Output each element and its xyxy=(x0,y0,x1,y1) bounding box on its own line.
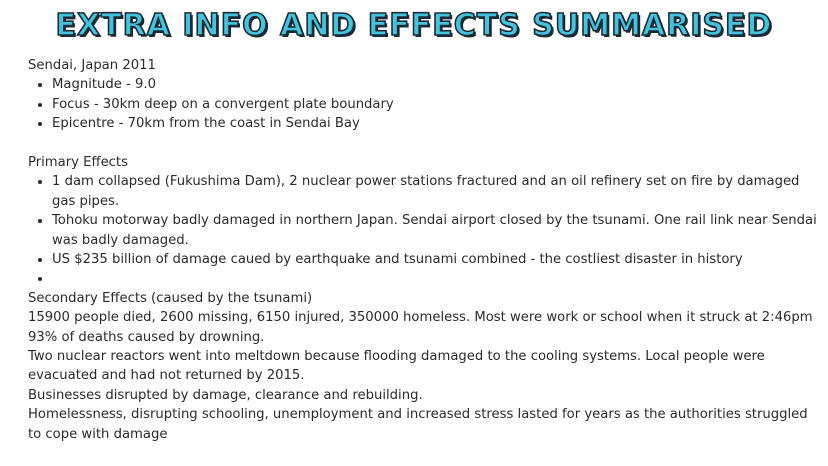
primary-effects-list xyxy=(28,172,818,288)
primary-effects-heading: Primary Effects xyxy=(28,155,128,171)
page-title: EXTRA INFO AND EFFECTS SUMMARISED xyxy=(55,8,773,43)
list-item: • Epicentre - 70km from the coast in Sendai Bay xyxy=(52,114,818,133)
empty-list-item xyxy=(52,269,818,288)
sendai-heading: Sendai, Japan 2011 xyxy=(28,58,156,73)
secondary-effect-line: Homelessness, disrupting schooling, unemployment and increased stress lasted for years as the authorities struggled to cope with damage xyxy=(28,407,808,442)
secondary-effect-line: 93% of deaths caused by drowning. xyxy=(28,329,265,345)
list-item: • Focus - 30km deep on a convergent plate boundary xyxy=(52,95,818,114)
secondary-effects-heading: Secondary Effects (caused by the tsunami) xyxy=(28,290,313,306)
document-body xyxy=(28,56,818,444)
secondary-effect-line: 15900 people died, 2600 missing, 6150 injured, 350000 homeless. Most were work or school when it struck at 2:46pm xyxy=(28,310,813,326)
list-item: • Tohoku motorway badly damaged in northern Japan. Sendai airport closed by the tsunami. One rail link near Sendai was badly damaged. xyxy=(52,211,818,250)
list-item: • Magnitude - 9.0 xyxy=(52,75,818,94)
sendai-facts-list xyxy=(28,75,818,133)
spacer xyxy=(28,134,818,153)
secondary-effect-line: Businesses disrupted by damage, clearance and rebuilding. xyxy=(28,387,423,403)
secondary-effect-line: Two nuclear reactors went into meltdown because flooding damaged to the cooling systems. Local people were evacuated and had not returned by 2015. xyxy=(28,349,765,384)
list-item: • US $235 billion of damage caued by earthquake and tsunami combined - the costliest disaster in history xyxy=(52,250,818,269)
list-item: • 1 dam collapsed (Fukushima Dam), 2 nuclear power stations fractured and an oil refinery set on fire by damaged gas pipes. xyxy=(52,172,818,211)
